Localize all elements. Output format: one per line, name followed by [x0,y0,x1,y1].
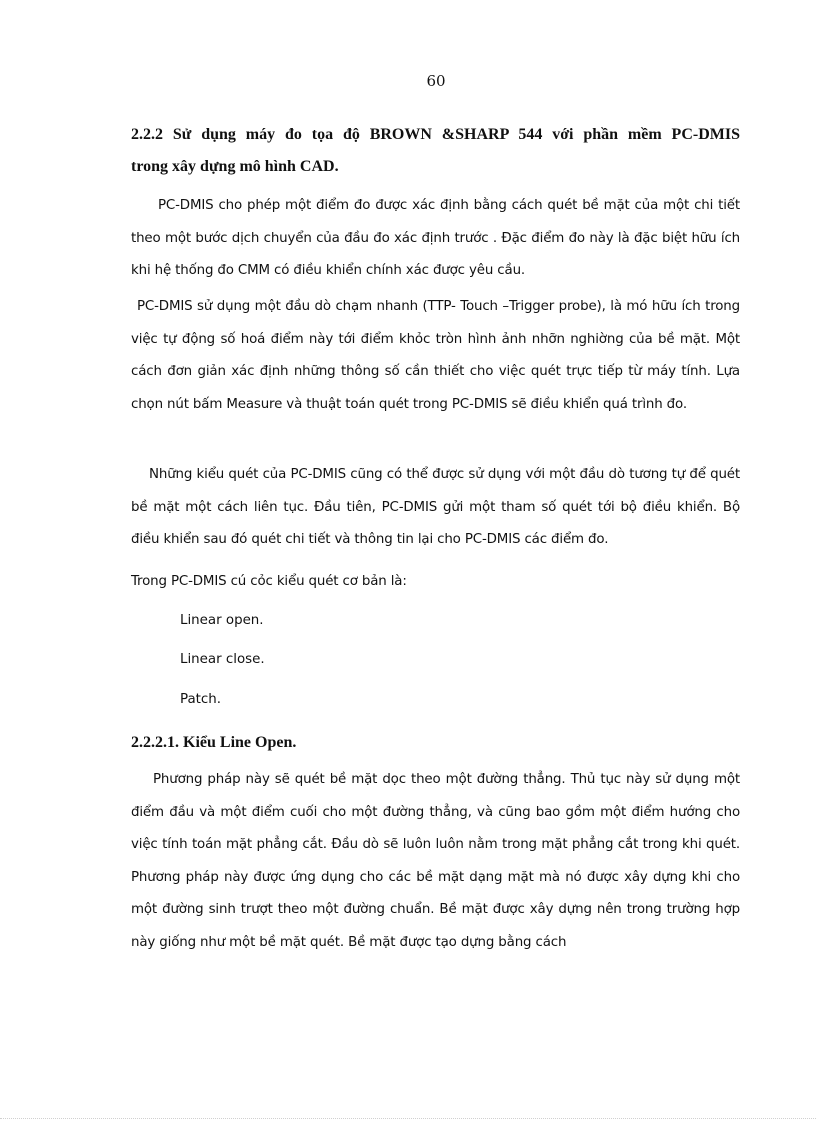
subsection-heading: 2.2.2.1. Kiểu Line Open. [131,734,297,751]
paragraph-1: PC-DMIS cho phép một điểm đo được xác định bằng cách quét bề mặt của một chi tiết theo một bước dịch chuyển của đầu đo xác định trước . Đặc điểm đo này là đặc biệt hữu ích khi hệ thống đo CMM có điều khiển chính xác được yêu cầu. [131,198,740,279]
scan-type-item: Linear close. [180,652,265,667]
page-number: 60 [426,72,446,90]
section-heading [131,119,740,183]
page-bottom-rule [0,1118,816,1119]
paragraph-2: PC-DMIS sử dụng một đầu dò chạm nhanh (TTP- Touch –Trigger probe), là mó hữu ích trong việc tự động số hoá điểm này tới điểm khỏc tròn hình ảnh nhỡn nghiờng của bề mặt. Một cách đơn giản xác định những thông số cần thiết cho việc quét trực tiếp từ máy tính. Lựa chọn nút bấm Measure và thuật toán quét trong PC-DMIS sẽ điều khiển quá trình đo. [131,299,740,412]
scan-type-item: Patch. [180,692,222,707]
scan-type-item: Linear open. [180,613,264,628]
paragraph-4: Trong PC-DMIS cú cỏc kiểu quét cơ bản là: [131,574,407,589]
section-heading-line-1: 2.2.2 Sử dụng máy đo tọa độ BROWN &SHARP 544 với phần mềm PC-DMIS [131,126,740,143]
section-heading-line-2: trong xây dựng mô hình CAD. [131,158,339,175]
paragraph-5: Phương pháp này sẽ quét bề mặt dọc theo một đường thẳng. Thủ tục này sử dụng một điểm đầu và một điểm cuối cho một đường thẳng, và cũng bao gồm một điểm hướng cho việc tính toán mặt phẳng cắt. Đầu dò sẽ luôn luôn nằm trong mặt phẳng cắt trong khi quét. Phương pháp này được ứng dụng cho các bề mặt dạng mặt mà nó được xây dựng khi cho một đường sinh trượt theo một đường chuẩn. Bề mặt được xây dựng nên trong trường hợp này giống như một bề mặt quét. Bề mặt được tạo dựng bằng cách [131,772,740,950]
paragraph-3: Những kiểu quét của PC-DMIS cũng có thể được sử dụng với một đầu dò tương tự để quét bề mặt một cách liên tục. Đầu tiên, PC-DMIS gửi một tham số quét tới bộ điều khiển. Bộ điều khiển sau đó quét chi tiết và thông tin lại cho PC-DMIS các điểm đo. [131,467,740,548]
